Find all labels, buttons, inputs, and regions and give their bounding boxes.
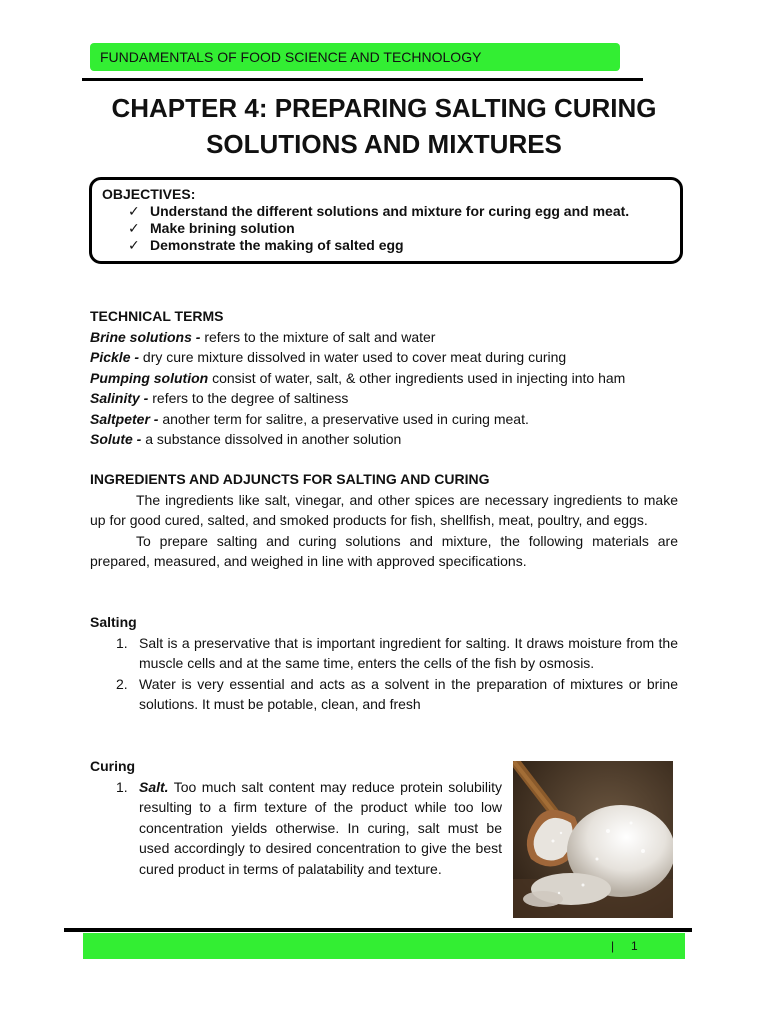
- term-definition: dry cure mixture dissolved in water used to cover meat during curing: [139, 349, 567, 365]
- list-item-text: Water is very essential and acts as a solvent in the preparation of mixtures or brine solutions. It must be potable, clean, and fresh: [139, 675, 678, 712]
- salting-list: [90, 633, 678, 715]
- list-number: 1.: [116, 778, 128, 795]
- technical-terms-section: [90, 306, 678, 450]
- course-header-bar: [90, 43, 620, 71]
- term-name: Pickle -: [90, 349, 140, 365]
- checkmark-icon: ✓: [128, 237, 140, 253]
- curing-section: [90, 756, 502, 879]
- salting-section: [90, 612, 678, 715]
- term-definition: refers to the mixture of salt and water: [200, 328, 436, 345]
- term-row: [90, 327, 678, 348]
- ingredients-paragraph-2: To prepare salting and curing solutions and mixture, the following materials are prepared, measured, and weighed in line with approved specifications.: [90, 532, 678, 569]
- term-name: Brine solutions -: [90, 328, 201, 345]
- term-definition: another term for salitre, a preservative used in curing meat.: [158, 410, 529, 427]
- course-title: FUNDAMENTALS OF FOOD SCIENCE AND TECHNOLOGY: [100, 49, 482, 65]
- ingredients-paragraph-1: The ingredients like salt, vinegar, and other spices are necessary ingredients to make up for good cured, salted, and smoked products for fish, shellfish, meat, poultry, and eggs.: [90, 491, 678, 528]
- curing-list: [90, 777, 502, 880]
- objective-item: [128, 220, 670, 237]
- term-row: [90, 409, 678, 430]
- curing-heading: Curing: [90, 758, 136, 774]
- term-name: Solute -: [90, 431, 142, 447]
- chapter-title-line-2: SOLUTIONS AND MIXTURES: [206, 129, 562, 159]
- footer-separator: |: [611, 939, 615, 953]
- objective-text: Demonstrate the making of salted egg: [150, 237, 404, 253]
- objective-item: [128, 203, 670, 220]
- objectives-heading: OBJECTIVES:: [102, 186, 196, 202]
- footer-bar: [83, 933, 685, 959]
- checkmark-icon: ✓: [128, 220, 140, 236]
- objectives-box: [89, 177, 683, 264]
- ingredients-heading: INGREDIENTS AND ADJUNCTS FOR SALTING AND CURING: [90, 471, 490, 487]
- technical-terms-heading: TECHNICAL TERMS: [90, 308, 224, 324]
- page-number: 1: [631, 939, 638, 953]
- chapter-title-line-1: CHAPTER 4: PREPARING SALTING CURING: [111, 93, 657, 123]
- salting-heading: Salting: [90, 614, 137, 630]
- objectives-list: [102, 203, 670, 254]
- list-item: [90, 633, 678, 674]
- term-name: Saltpeter -: [90, 410, 159, 427]
- objective-item: [128, 237, 670, 254]
- term-row: [90, 388, 678, 409]
- list-item-term: Salt.: [139, 778, 169, 795]
- term-name: Pumping solution: [90, 369, 209, 386]
- list-number: 2.: [116, 675, 128, 692]
- objective-text: Understand the different solutions and mixture for curing egg and meat.: [150, 203, 630, 219]
- list-item: [90, 777, 502, 880]
- ingredients-section: [90, 469, 678, 572]
- checkmark-icon: ✓: [128, 203, 140, 219]
- term-row: [90, 429, 678, 450]
- list-item-text: Too much salt content may reduce protein solubility resulting to a firm texture of the product while too low concentration yields otherwise. In curing, salt must be used accordingly to desired concentration to give the best cured product in terms of palatability and texture.: [139, 778, 502, 877]
- term-definition: refers to the degree of saltiness: [148, 390, 349, 406]
- list-item-text: Salt is a preservative that is important ingredient for salting. It draws moisture from the muscle cells and at the same time, enters the cells of the fish by osmosis.: [139, 634, 678, 671]
- list-number: 1.: [116, 634, 128, 651]
- list-item: [90, 674, 678, 715]
- term-name: Salinity -: [90, 390, 149, 406]
- footer-divider: [64, 928, 692, 932]
- term-row: [90, 368, 678, 389]
- term-definition: consist of water, salt, & other ingredients used in injecting into ham: [208, 369, 626, 386]
- salt-scoop-photo: [513, 761, 673, 918]
- term-definition: a substance dissolved in another solution: [141, 431, 402, 447]
- objective-text: Make brining solution: [150, 220, 295, 236]
- term-row: [90, 347, 678, 368]
- chapter-title: [0, 90, 768, 162]
- header-divider: [82, 78, 643, 81]
